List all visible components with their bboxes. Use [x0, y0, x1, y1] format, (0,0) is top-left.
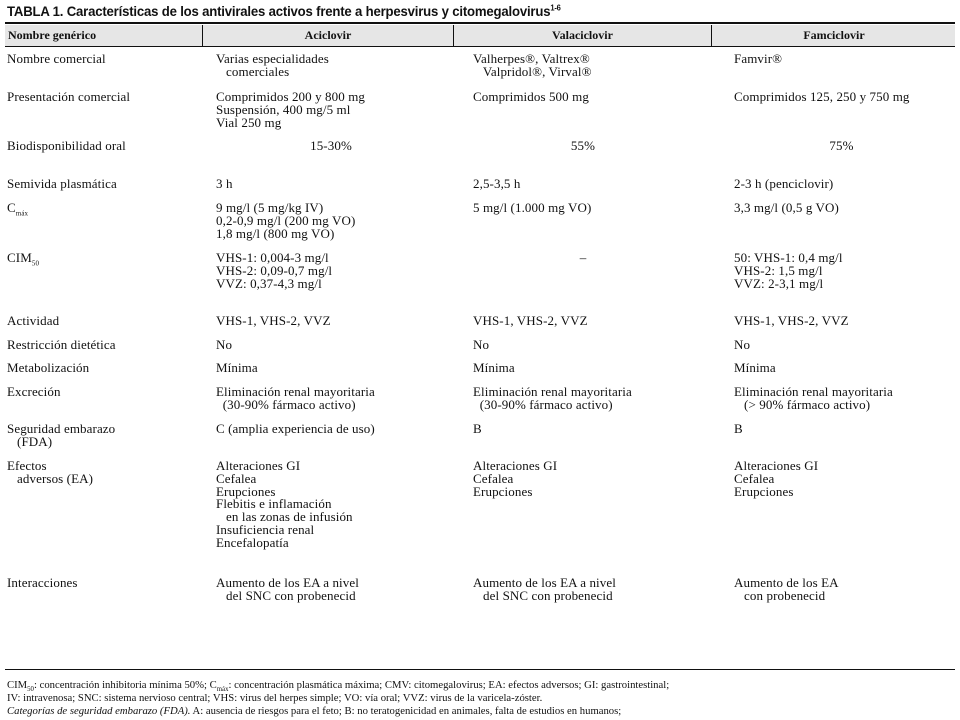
cell-seguridad-valaciclovir: B	[473, 421, 482, 436]
cell-metab-famciclovir: Mínima	[734, 360, 776, 375]
cell-actividad-valaciclovir: VHS-1, VHS-2, VVZ	[473, 313, 588, 328]
cell-cim-valaciclovir: –	[579, 250, 587, 265]
cell-metab-aciclovir: Mínima	[216, 360, 258, 375]
cell-interacciones-valaciclovir: Aumento de los EA a nivel del SNC con probenecid	[473, 575, 616, 603]
bottom-rule	[5, 669, 955, 670]
cell-semivida-famciclovir: 2-3 h (penciclovir)	[734, 176, 834, 191]
row-label-cim50: $CIM_{50}$	[7, 250, 40, 268]
cell-interacciones-famciclovir: Aumento de los EA con probenecid	[734, 575, 839, 603]
cell-restriccion-famciclovir: No	[734, 337, 751, 352]
cell-restriccion-aciclovir: No	[216, 337, 233, 352]
cell-semivida-valaciclovir: 2,5-3,5 h	[473, 176, 521, 191]
row-label-nombre-comercial: Nombre comercial	[7, 51, 106, 66]
cell-cim-famciclovir: 50: VHS-1: 0,4 mg/l VHS-2: 1,5 mg/l VVZ: 2-3,1 mg/l	[734, 250, 843, 291]
footnote-abbreviations-2: IV: intravenosa; SNC: sistema nervioso central; VHS: virus del herpes simple; VO: vía oral; VVZ: virus de la varicela-zóster.	[7, 692, 543, 704]
cell-excrecion-aciclovir: Eliminación renal mayoritaria (30-90% fármaco activo)	[216, 384, 375, 412]
table-header-row	[5, 25, 955, 46]
cell-presentacion-aciclovir: Comprimidos 200 y 800 mg Suspensión, 400 mg/5 ml Vial 250 mg	[216, 89, 366, 130]
row-label-seguridad-embarazo: Seguridad embarazo (FDA)	[7, 421, 116, 449]
row-label-biodisponibilidad: Biodisponibilidad oral	[7, 138, 126, 153]
cell-cmax-valaciclovir: 5 mg/l (1.000 mg VO)	[473, 200, 592, 215]
row-label-actividad: Actividad	[7, 313, 60, 328]
row-label-restriccion: Restricción dietética	[7, 337, 116, 352]
cell-presentacion-famciclovir: Comprimidos 125, 250 y 750 mg	[734, 89, 910, 104]
cell-seguridad-aciclovir: C (amplia experiencia de uso)	[216, 421, 375, 436]
cell-excrecion-famciclovir: Eliminación renal mayoritaria (> 90% fármaco activo)	[734, 384, 893, 412]
cell-presentacion-valaciclovir: Comprimidos 500 mg	[473, 89, 589, 104]
cell-semivida-aciclovir: 3 h	[216, 176, 233, 191]
row-label-metabolizacion: Metabolización	[7, 360, 90, 375]
title-reference: 1-6	[550, 3, 561, 13]
cell-excrecion-valaciclovir: Eliminación renal mayoritaria (30-90% fármaco activo)	[473, 384, 632, 412]
cell-efectos-valaciclovir: Alteraciones GI Cefalea Erupciones	[473, 458, 558, 499]
cell-nombre-valaciclovir: Valherpes®, Valtrex® Valpridol®, Virval®	[473, 51, 592, 79]
row-label-presentacion: Presentación comercial	[7, 89, 131, 104]
cell-actividad-famciclovir: VHS-1, VHS-2, VVZ	[734, 313, 849, 328]
header-valaciclovir: Valaciclovir	[453, 25, 711, 46]
row-label-excrecion: Excreción	[7, 384, 61, 399]
cell-cim-aciclovir: VHS-1: 0,004-3 mg/l VHS-2: 0,09-0,7 mg/l VVZ: 0,37-4,3 mg/l	[216, 250, 333, 291]
cell-efectos-aciclovir: Alteraciones GI Cefalea Erupciones Flebitis e inflamación en las zonas de infusión Insuficiencia renal Encefalopatía	[216, 458, 353, 550]
footnote-abbreviations-1: $CIM_{50}$: concentración inhibitoria mínima 50%; $C_{máx}$: concentración plasmática máxima; CMV: citomegalovirus; EA: efectos adversos; GI: gastrointestinal;	[7, 679, 670, 694]
table-title: TABLA 1. Características de los antivirales activos frente a herpesvirus y citomegalovirus$^{1-6}$	[7, 3, 561, 19]
cell-biodisp-valaciclovir: 55%	[570, 138, 596, 153]
header-aciclovir: Aciclovir	[202, 25, 453, 46]
cell-biodisp-aciclovir: 15-30%	[310, 138, 352, 153]
row-label-semivida: Semivida plasmática	[7, 176, 117, 191]
cell-cmax-aciclovir: 9 mg/l (5 mg/kg IV) 0,2-0,9 mg/l (200 mg VO) 1,8 mg/l (800 mg VO)	[216, 200, 356, 241]
header-famciclovir: Famciclovir	[711, 25, 956, 46]
header-rule	[5, 46, 955, 47]
cell-biodisp-famciclovir: 75%	[829, 138, 854, 153]
cell-nombre-aciclovir: Varias especialidades comerciales	[216, 51, 329, 79]
cell-restriccion-valaciclovir: No	[473, 337, 490, 352]
cell-metab-valaciclovir: Mínima	[473, 360, 515, 375]
cell-actividad-aciclovir: VHS-1, VHS-2, VVZ	[216, 313, 331, 328]
cell-efectos-famciclovir: Alteraciones GI Cefalea Erupciones	[734, 458, 819, 499]
footnote-fda-categories: Categorías de seguridad embarazo (FDA). A: ausencia de riesgos para el feto; B: no teratogenicidad en animales, falta de estudios en humanos;	[7, 705, 622, 717]
row-label-interacciones: Interacciones	[7, 575, 78, 590]
cell-nombre-famciclovir: Famvir®	[734, 51, 783, 66]
cell-seguridad-famciclovir: B	[734, 421, 743, 436]
cell-interacciones-aciclovir: Aumento de los EA a nivel del SNC con probenecid	[216, 575, 359, 603]
header-nombre-generico: Nombre genérico	[8, 28, 97, 42]
row-label-efectos-adversos: Efectos adversos (EA)	[7, 458, 94, 486]
top-rule	[5, 22, 955, 24]
row-label-cmax: $C_{máx}$	[7, 200, 29, 218]
cell-cmax-famciclovir: 3,3 mg/l (0,5 g VO)	[734, 200, 839, 215]
